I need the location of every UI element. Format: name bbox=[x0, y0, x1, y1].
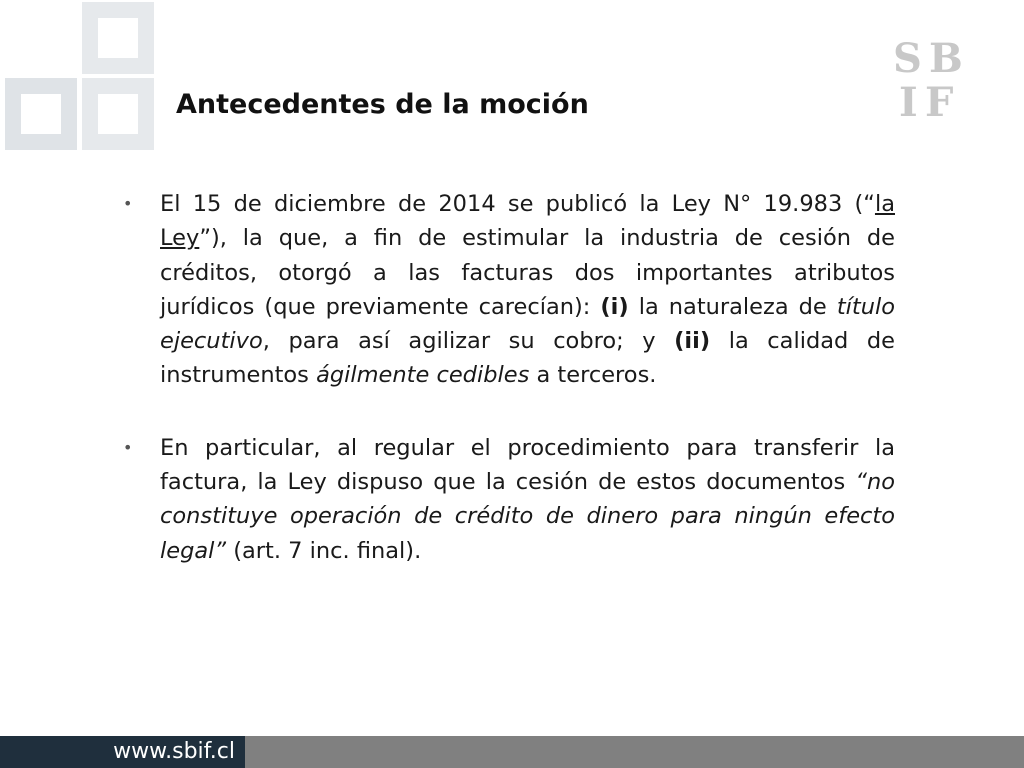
footer-bar bbox=[0, 736, 1024, 768]
footer-url[interactable]: www.sbif.cl bbox=[0, 736, 245, 768]
emphasis-text: título ejecutivo bbox=[160, 293, 895, 355]
paragraph-text: (art. 7 inc. final). bbox=[226, 537, 422, 564]
paragraph-text: , para así agilizar su cobro; y bbox=[262, 328, 675, 355]
paragraph-text: a terceros. bbox=[529, 362, 657, 389]
paragraph-text: la calidad de instrumentos bbox=[160, 328, 895, 389]
svg-text:F: F bbox=[925, 79, 954, 120]
emphasis-text: ágilmente cedibles bbox=[316, 362, 530, 389]
svg-text:S: S bbox=[893, 36, 922, 82]
paragraph-text: la naturaleza de bbox=[628, 293, 837, 320]
sbif-logo bbox=[893, 36, 971, 120]
defined-term: la Ley bbox=[160, 191, 895, 252]
bullet-icon: • bbox=[123, 194, 133, 213]
svg-text:B: B bbox=[929, 36, 963, 82]
bullet-list bbox=[117, 187, 895, 568]
deco-square bbox=[98, 18, 138, 58]
deco-square bbox=[21, 94, 61, 134]
svg-text:I: I bbox=[899, 79, 918, 120]
enumeration-marker: (i) bbox=[600, 293, 629, 320]
bullet-icon: • bbox=[123, 437, 133, 457]
enumeration-marker: (ii) bbox=[674, 328, 711, 355]
paragraph-text: El 15 de diciembre de 2014 se publicó la Ley N° 19.983 (“ bbox=[160, 191, 875, 217]
paragraph-text: ”), la que, a fin de estimular la industria de cesión de créditos, otorgó a las facturas dos importantes atributos jurídicos (que previamente carecían): bbox=[160, 225, 895, 320]
paragraph-text: En particular, al regular el procedimiento para transferir la factura, la Ley dispuso que la cesión de estos documentos bbox=[160, 434, 895, 496]
deco-square bbox=[98, 94, 138, 134]
slide-title: Antecedentes de la moción bbox=[176, 89, 589, 120]
list-item bbox=[117, 187, 895, 393]
decorative-squares bbox=[0, 0, 170, 155]
quoted-emphasis: “no constituye operación de crédito de dinero para ningún efecto legal” bbox=[160, 469, 895, 564]
list-item bbox=[117, 431, 895, 568]
